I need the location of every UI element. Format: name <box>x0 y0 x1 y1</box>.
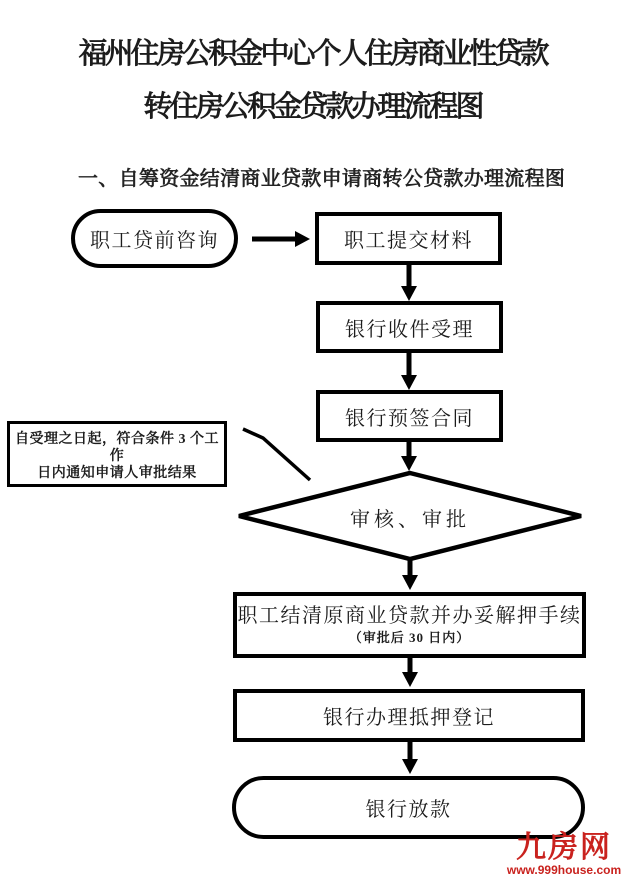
annotation-line2: 日内通知申请人审批结果 <box>37 466 197 481</box>
page-title-line1: 福州住房公积金中心个人住房商业性贷款 <box>78 38 547 70</box>
arrow-submit-to-receive <box>401 265 417 301</box>
arrow-mortgage-to-disburse <box>402 742 418 774</box>
flow-node-disburse-label: 银行放款 <box>365 799 452 821</box>
flow-node-receive <box>316 301 503 353</box>
flow-node-consult-label: 职工贷前咨询 <box>90 230 219 252</box>
flow-node-mortgage <box>233 689 585 742</box>
flow-node-submit <box>315 212 502 265</box>
flow-node-settle-sublabel: （审批后 30 日内） <box>348 629 471 645</box>
site-watermark <box>505 832 623 877</box>
watermark-url: www.999house.com <box>506 863 622 877</box>
flow-node-disburse <box>232 776 585 839</box>
watermark-logo-text: 九房网 <box>516 831 612 864</box>
flow-node-submit-label: 职工提交材料 <box>344 230 473 252</box>
arrow-presign-to-review <box>401 442 417 471</box>
arrow-review-to-settle <box>402 559 418 590</box>
arrow-consult-to-submit <box>252 231 310 247</box>
arrow-settle-to-mortgage <box>402 658 418 687</box>
flow-node-receive-label: 银行收件受理 <box>345 318 474 341</box>
page-title-line2: 转住房公积金贷款办理流程图 <box>143 91 482 123</box>
flow-node-presign <box>316 390 503 442</box>
flow-node-consult <box>71 209 238 268</box>
flow-node-settle-label: 职工结清原商业贷款并办妥解押手续 <box>237 604 582 627</box>
flow-node-mortgage-label: 银行办理抵押登记 <box>323 707 495 729</box>
arrow-receive-to-presign <box>401 353 417 390</box>
annotation-leader-line <box>243 429 310 480</box>
annotation-box <box>7 421 227 487</box>
flow-node-presign-label: 银行预签合同 <box>345 407 474 430</box>
flow-node-review-label: 审核、审批 <box>350 509 470 531</box>
annotation-line1: 自受理之日起，符合条件 3 个工作 <box>15 432 219 464</box>
flow-node-settle <box>233 592 586 658</box>
section-heading: 一、自筹资金结清商业贷款申请商转公贷款办理流程图 <box>78 168 566 190</box>
